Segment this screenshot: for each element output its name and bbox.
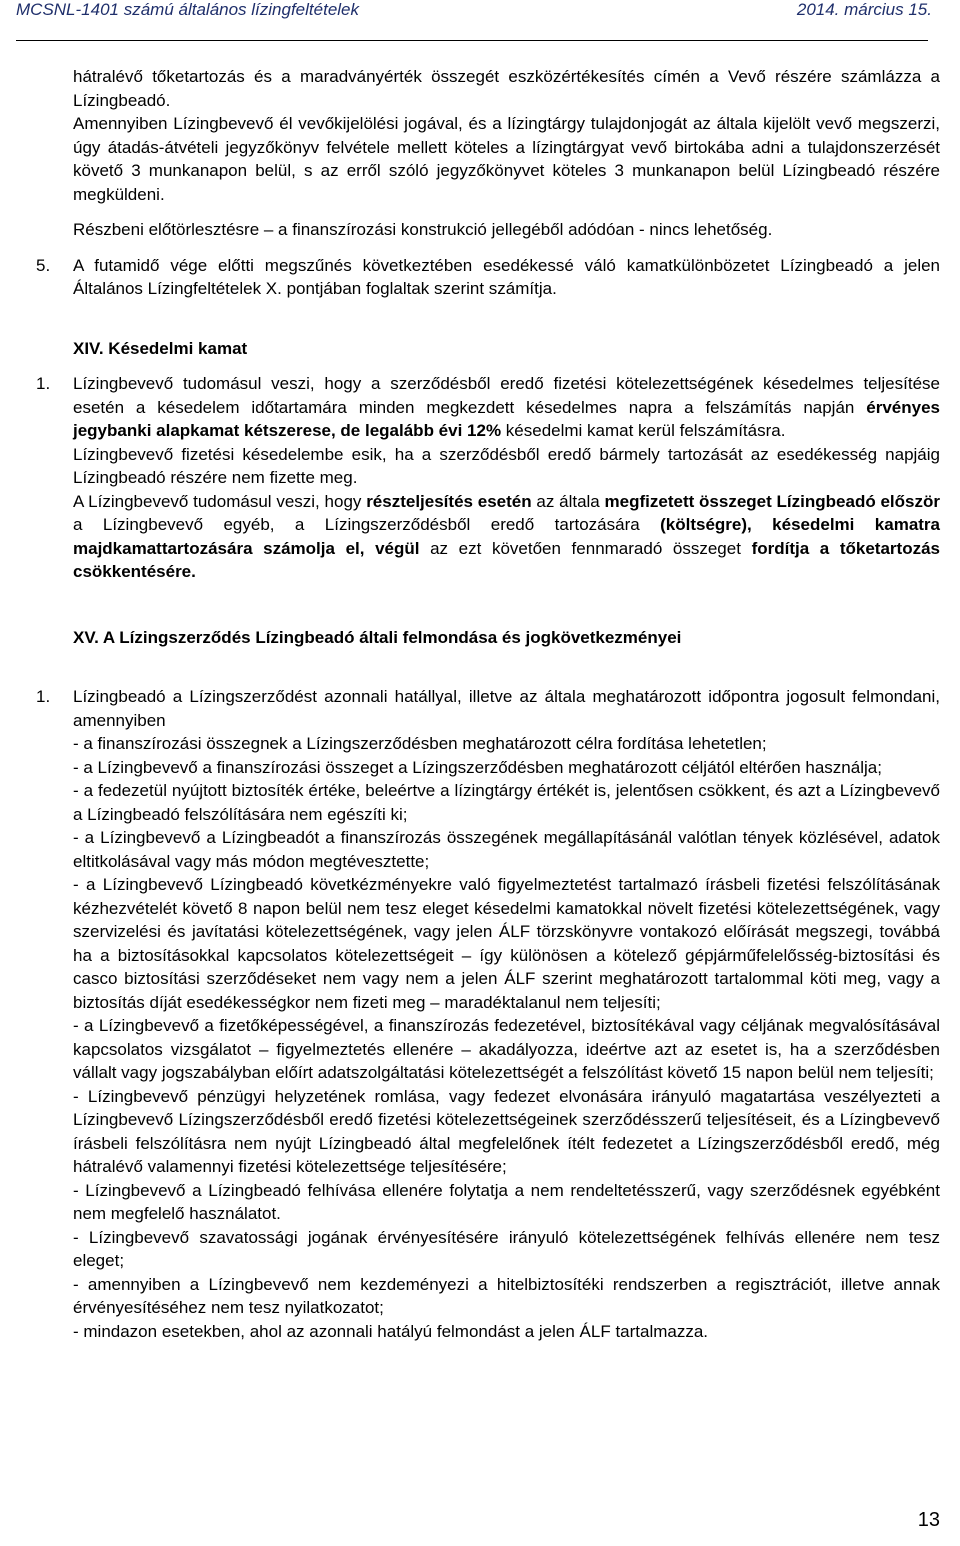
section-heading: XIV. Késedelmi kamat (73, 338, 248, 358)
text-run: késedelmi kamat kerül felszámításra. (501, 421, 786, 440)
list-item: - a Lízingbevevő a Lízingbeadót a finanszírozás összegének megállapításánál valótlan tények közlésével, adatok eltitkolásával vagy más módon megtévesztette; (73, 828, 940, 871)
list-item: - Lízingbevevő szavatossági jogának érvényesítésére irányuló kötelezettségének felhívás ellenére nem tesz eleget; (73, 1227, 940, 1270)
header-divider (16, 40, 928, 41)
item-text: A futamidő vége előtti megszűnés következtében esedékessé váló kamatkülönbözetet Lízingbeadó a jelen Általános Lízingfeltételek X. pontjában foglaltak szerint számítja. (73, 255, 940, 298)
text-run: Lízingbevevő tudomásul veszi, hogy a szerződésből eredő fizetési kötelezettségének késedelmes teljesítése esetén a késedelem időtartamára minden megkezdett késedelmes napra a felszámítás napján (73, 374, 940, 417)
header-date: 2014. március 15. (796, 0, 932, 19)
list-item: - amennyiben a Lízingbevevő nem kezdeményezi a hitelbiztosítéki rendszerben a regisztrációt, illetve annak érvényesítéséhez nem tesz nyilatkozatot; (73, 1274, 940, 1317)
list-item: - Lízingbevevő pénzügyi helyzetének romlása, vagy fedezet elvonására irányuló magatartása veszélyezteti a Lízingbevevő Lízingszerződésből eredő fizetési kötelezettségeinek szerződésszerű teljesítéseit, és a Lízingbevevő írásbeli felszólításra nem nyújt Lízingbeadó által megfelelőnek ítélt fedezetet a Lízingszerződésből eredő, még hátralévő valamennyi fizetési kötelezettsége teljesítésére; (73, 1086, 940, 1176)
text-run: a Lízingbevevő egyéb, a Lízingszerződésből eredő tartozására (73, 515, 661, 534)
item-text: Lízingbeadó a Lízingszerződést azonnali hatállyal, illetve az általa meghatározott időpontra jogosult felmondani, amennyiben (73, 687, 940, 730)
list-item: - a Lízingbevevő Lízingbeadó követkézményekre való figyelmeztetést tartalmazó írásbeli fizetési felszólításának kézhezvételét követő 8 napon belül nem tesz eleget késedelmi kamatokkal növelt fizetési kötelezettségének, vagy szervizelési és javítatási kötelezettségének, vagy jelen ÁLF törzskönyvre vontakozó előírását megszegi, továbbá ha a biztosításokkal kapcsolatos kötelezettségeit – így különösen a kötelező gépjárműfelelősség-biztosítási és casco biztosítási szerződéseket nem vagy nem a jelen ÁLF szerint meghatározott tartalommal köti meg, vagy a biztosítás díját esedékességkor nem fizeti meg – maradéktalanul nem teljesíti; (73, 875, 940, 1012)
item-number: 1. (36, 687, 51, 706)
text-run: A Lízingbevevő tudomásul veszi, hogy (73, 491, 367, 511)
bold-text-run: érvényes jegybanki alapkamat kétszerese, de legalább évi 12% (73, 397, 940, 440)
paragraph: hátralévő tőketartozás és a maradványérték összegét eszközértékesítés címén a Vevő részére számlázza a Lízingbeadó. (73, 67, 940, 110)
list-item: - a finanszírozási összegnek a Lízingszerződésben meghatározott célra fordítása lehetetlen; (73, 734, 767, 753)
bold-text-run: (költségre), késedelmi kamatra majdkamattartozására számolja el, végül (73, 515, 941, 558)
paragraph: Amennyiben Lízingbevevő él vevőkijelölési jogával, és a lízingtárgy tulajdonjogát az általa kijelölt vevő megszerzi, úgy átadás-átvételi jegyzőkönyv felvétele mellett köteles a lízingtárgyat vevő birtokába adni a tulajdonszerzését követő 3 munkanapon belül, s az erről szóló jegyzőkönyvet köteles 3 munkanapon belül Lízingbeadó részére megküldeni. (73, 114, 940, 204)
page-number: 13 (917, 1509, 940, 1531)
numbered-item (36, 685, 940, 732)
text-run: az ezt követően fennmaradó összeget (419, 538, 752, 558)
page-header (16, 0, 932, 22)
list-item: - Lízingbevevő a Lízingbeadó felhívása ellenére folytatja a nem rendeltetésszerű, vagy szerződésnek egyébként nem megfelelő használatot. (73, 1180, 940, 1223)
bold-text-run: megfizetett összeget Lízingbeadó először (604, 491, 940, 511)
paragraph: Részbeni előtörlesztésre – a finanszírozási konstrukció jellegéből adódóan - nincs lehetőség. (73, 220, 773, 239)
list-item: - a Lízingbevevő a fizetőképességével, a finanszírozás fedezetével, biztosítékával vagy céljának megvalósításával kapcsolatos vizsgálatot – figyelmeztetés ellenére – akadályozza, ideértve azt az esetet is, ha a szerződésben vállalt vagy jogszabályban előírt adatszolgáltatási kötelezettségét a felszólítást követő 15 napon belül nem teljesíti; (73, 1016, 940, 1082)
numbered-item (36, 372, 940, 443)
item-number: 5. (36, 255, 51, 275)
numbered-item (36, 254, 940, 301)
list-item: - a Lízingbevevő a finanszírozási összeget a Lízingszerződésben meghatározott céljától eltérően használja; (73, 757, 882, 777)
section-heading: XV. A Lízingszerződés Lízingbeadó általi felmondása és jogkövetkezményei (73, 627, 682, 647)
list-item: - mindazon esetekben, ahol az azonnali hatályú felmondást a jelen ÁLF tartalmazza. (73, 1321, 709, 1341)
list-item: - a fedezetül nyújtott biztosíték értéke, beleértve a lízingtárgy értékét is, jelentősen csökkent, és azt a Lízingbevevő a Lízingbeadó felszólítására nem egészíti ki; (73, 781, 940, 824)
paragraph (73, 490, 940, 584)
document-body (36, 65, 941, 1343)
bold-text-run: fordítja a tőketartozás csökkentésére. (73, 538, 940, 581)
header-document-title: MCSNL-1401 számú általános lízingfeltételek (16, 0, 360, 19)
bold-text-run: részteljesítés esetén (366, 491, 532, 511)
paragraph: Lízingbevevő fizetési késedelembe esik, ha a szerződésből eredő bármely tartozását az esedékesség napjáig Lízingbeadó részére nem fizette meg. (73, 444, 940, 487)
text-run: az általa (531, 491, 605, 511)
item-number: 1. (36, 374, 51, 393)
